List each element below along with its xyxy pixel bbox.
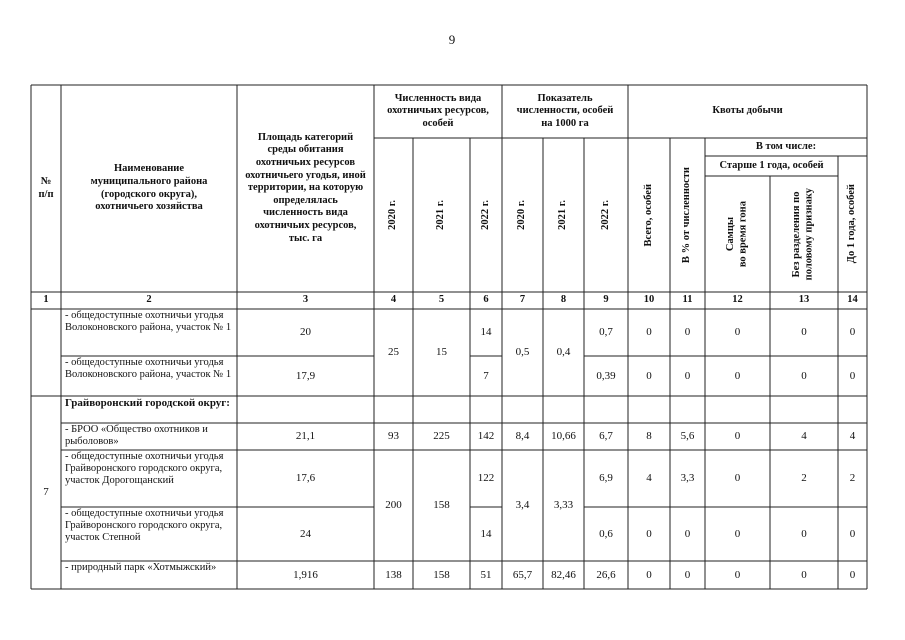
table-cell-under1: 0: [849, 527, 856, 540]
table-cell-count-2022: 51: [480, 568, 492, 581]
header-nosex: Без разделения по половому признаку: [791, 187, 815, 281]
table-cell-count-2021-merged: 158: [433, 499, 450, 512]
table-cell-total: 4: [646, 472, 652, 485]
table-cell-count-2022: 7: [483, 369, 489, 382]
col-number-13: 13: [798, 294, 810, 306]
col-number-4: 4: [390, 294, 397, 306]
table-cell-count-2022: 14: [480, 326, 492, 339]
table-cell-nosex: 0: [801, 326, 807, 339]
table-cell-total: 8: [646, 430, 652, 443]
table-cell-under1: 0: [849, 369, 856, 382]
table-cell-count-2022: 142: [477, 430, 495, 443]
table-cell-area: 24: [300, 527, 311, 540]
table-cell-total: 0: [646, 568, 652, 581]
col-number-14: 14: [847, 294, 858, 306]
table-cell-total: 0: [646, 326, 652, 339]
table-cell-count-2022: 14: [480, 527, 492, 540]
table-cell-nosex: 0: [801, 527, 807, 540]
table-cell-percent: 5,6: [680, 430, 695, 443]
table-cell-percent: 0: [684, 568, 691, 581]
table-cell-males: 0: [734, 472, 741, 485]
header-including: В том числе:: [755, 140, 817, 152]
table-cell-nosex: 2: [801, 472, 807, 485]
header-density-2022: 2022 г.: [599, 200, 611, 230]
header-older: Старше 1 года, особей: [719, 159, 824, 171]
table-cell-under1: 0: [849, 568, 856, 581]
table-cell-density-2020-merged: 3,4: [515, 499, 530, 512]
table-cell-count-2020-merged: 200: [385, 499, 402, 512]
table-cell-density-2022: 0,6: [599, 527, 613, 540]
table-cell-density-2020: 8,4: [515, 430, 530, 443]
table-row-name: - общедоступные охотничьи угодья Грайворонского городского округа, участок Степной: [65, 508, 224, 543]
col-number-9: 9: [603, 294, 609, 306]
table-cell-count-2022: 122: [477, 472, 495, 485]
header-name: Наименование муниципального района (городского округа), охотничьего хозяйства: [90, 163, 208, 213]
header-count-2021: 2021 г.: [435, 200, 447, 230]
table-cell-density-2022: 6,9: [599, 472, 613, 485]
table-cell-density-2020: 65,7: [512, 568, 533, 581]
header-under1: До 1 года, особей: [846, 184, 858, 264]
table-cell-males: 0: [734, 527, 741, 540]
header-count-2022: 2022 г.: [479, 200, 491, 230]
table-cell-density-2022: 0,7: [599, 326, 613, 339]
table-row-name: - БРОО «Общество охотников и рыболовов»: [65, 424, 208, 447]
table-cell-density-2021: 82,46: [551, 568, 576, 581]
col-number-10: 10: [643, 294, 655, 306]
col-number-5: 5: [438, 294, 445, 306]
col-number-7: 7: [519, 294, 526, 306]
header-density-group: Показатель численности, особей на 1000 га: [516, 92, 614, 129]
table-cell-area: 17,6: [295, 472, 316, 485]
table-cell-density-2022: 6,7: [599, 430, 613, 443]
header-density-2021: 2021 г.: [557, 200, 569, 230]
header-num: № п/п: [38, 175, 54, 200]
group-title: Грайворонский городской округ:: [65, 397, 230, 409]
col-number-12: 12: [732, 294, 743, 306]
table-cell-area: 1,916: [293, 568, 318, 581]
header-density-2020: 2020 г.: [516, 200, 528, 230]
header-total: Всего, особей: [642, 183, 654, 247]
table-cell-density-2021-merged: 0,4: [556, 346, 571, 359]
table-row-name: - природный парк «Хотмыжский»: [65, 562, 217, 573]
header-males: Самцы во время гона: [724, 200, 749, 268]
table-row-name: - общедоступные охотничьи угодья Волоконовского района, участок № 1: [65, 357, 232, 380]
table-cell-area: 21,1: [295, 430, 316, 443]
table-cell-under1: 2: [849, 472, 856, 485]
table-cell-count-2021: 158: [433, 568, 450, 581]
col-number-8: 8: [560, 294, 567, 306]
header-count-group: Численность вида охотничьих ресурсов, особей: [387, 92, 489, 129]
table-cell-males: 0: [734, 326, 741, 339]
table-cell-males: 0: [734, 430, 741, 443]
col-number-6: 6: [483, 294, 489, 306]
table-cell-males: 0: [734, 568, 741, 581]
table-cell-total: 0: [646, 527, 652, 540]
table-cell-density-2021: 10,66: [551, 430, 576, 443]
header-quota-group: Квоты добычи: [712, 105, 783, 117]
table-cell-under1: 0: [849, 326, 856, 339]
group-number: 7: [43, 486, 49, 499]
table-row-name: - общедоступные охотничьи угодья Грайворонского городского округа, участок Дорогощанский: [65, 451, 224, 486]
table-cell-density-2020-merged: 0,5: [515, 346, 530, 359]
page-number: 9: [448, 32, 456, 47]
table-cell-count-2020: 138: [385, 568, 402, 581]
table-cell-under1: 4: [849, 430, 856, 443]
table-cell-percent: 0: [684, 326, 691, 339]
table-row-name: - общедоступные охотничьи угодья Волоконовского района, участок № 1: [65, 310, 232, 333]
table-cell-density-2022: 26,6: [596, 568, 616, 581]
table-cell-area: 17,9: [295, 369, 316, 382]
table-cell-nosex: 4: [801, 430, 807, 443]
table-cell-nosex: 0: [801, 369, 807, 382]
table-cell-percent: 3,3: [680, 472, 695, 485]
header-area: Площадь категорий среды обитания охотничьих ресурсов охотничьего угодья, иной территории, на которую определялась численность вида охотничьих ресурсов, тыс. га: [245, 131, 366, 244]
table-cell-nosex: 0: [801, 568, 807, 581]
table-cell-area: 20: [300, 326, 311, 339]
header-percent: В % от численности: [681, 166, 693, 264]
table-cell-density-2022: 0,39: [596, 369, 616, 382]
col-number-11: 11: [682, 294, 693, 306]
col-number-3: 3: [302, 294, 309, 306]
table-cell-count-2021-merged: 15: [436, 346, 447, 359]
header-count-2020: 2020 г.: [387, 200, 399, 230]
table-cell-percent: 0: [684, 527, 691, 540]
col-number-2: 2: [146, 294, 152, 306]
table-cell-count-2021: 225: [433, 430, 450, 443]
table-cell-count-2020: 93: [388, 430, 399, 443]
table-cell-density-2021-merged: 3,33: [553, 499, 574, 512]
table-cell-males: 0: [734, 369, 741, 382]
table-cell-total: 0: [646, 369, 652, 382]
table-cell-count-2020-merged: 25: [388, 346, 399, 359]
col-number-1: 1: [43, 294, 49, 306]
table-cell-percent: 0: [684, 369, 691, 382]
